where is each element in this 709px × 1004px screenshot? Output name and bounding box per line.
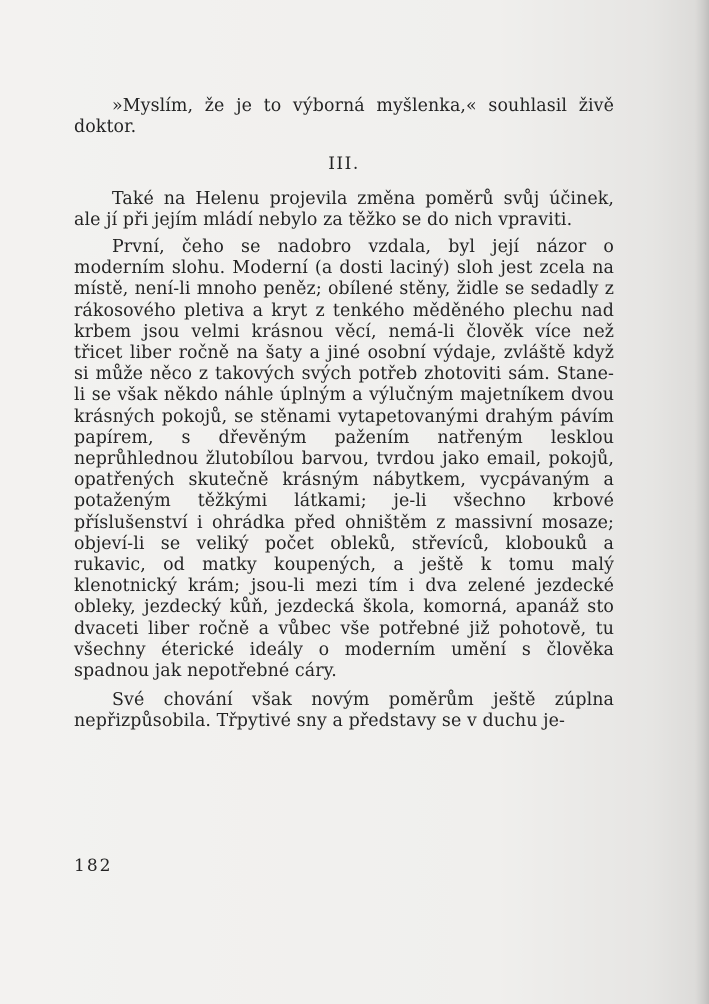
- page-number: 182: [74, 856, 113, 876]
- paragraph-dialogue: »Myslím, že je to výborná myšlenka,« souhlasil živě doktor.: [74, 96, 614, 138]
- paragraph-2: První, čeho se nadobro vzdala, byl její názor o moderním slohu. Moderní (a dosti laciný) sloh jest zcela na místě, není-li mnoho peněz; obílené stěny, židle se sedadly z rákosového pletiva a kryt z tenkého měděného plechu nad krbem jsou velmi krásnou věcí, nemá-li člověk více než třicet liber ročně na šaty a jiné osobní výdaje, zvláště když si může něco z takových svých potřeb zhotoviti sám. Stane-li se však někdo náhle úplným a výlučným majetníkem dvou krásných pokojů, se stěnami vytapetovanými drahým pávím papírem, s dřevěným pažením natřeným lesklou neprůhlednou žlutobílou barvou, tvrdou jako email, pokojů, opatřených skutečně krásným nábytkem, vycpávaným a potaženým těžkými látkami; je-li všechno krbové příslušenství i ohrádka před ohništěm z massivní mosaze; objeví-li se veliký počet obleků, střevíců, klobouků a rukavic, od matky koupených, a ještě k tomu malý klenotnický krám; jsou-li mezi tím i dva zelené jezdecké obleky, jezdecký kůň, jezdecká škola, komorná, apanáž sto dvaceti liber ročně a vůbec vše potřebné již pohotově, tu všechny éterické ideály o moderním umění s člověka spadnou jak nepotřebné cáry.: [74, 237, 614, 682]
- paragraph-1: Také na Helenu projevila změna poměrů svůj účinek, ale jí při jejím mládí nebylo za těžko se do nich vpraviti.: [74, 188, 614, 230]
- page-gutter-shadow: [695, 0, 709, 1004]
- chapter-heading: III.: [328, 154, 360, 175]
- page-text-block: [74, 96, 614, 733]
- paragraph-3: Své chování však novým poměrům ještě zúplna nepřizpůsobila. Třpytivé sny a představy se v duchu je-: [74, 690, 614, 732]
